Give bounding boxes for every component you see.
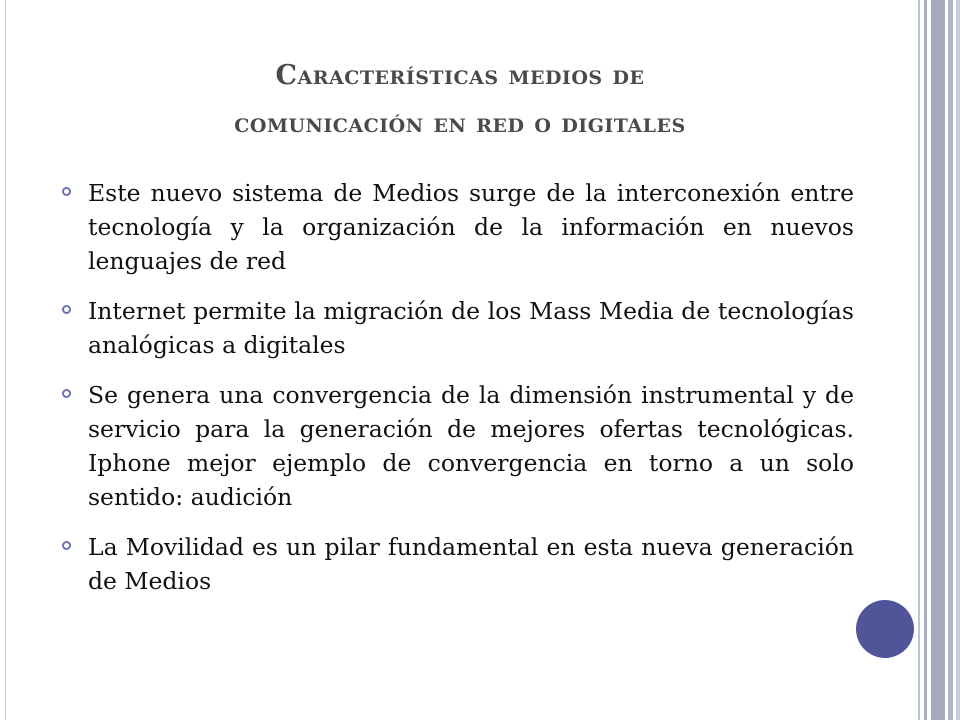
bullet-text: Se genera una convergencia de la dimensión instrumental y de servicio para la generación de mejores ofertas tecnológicas. Iphone mejor ejemplo de convergencia en torno a un solo sentido: audición <box>88 381 854 511</box>
bullet-item <box>62 176 854 278</box>
ring-bullet-icon <box>62 389 71 398</box>
ring-bullet-icon <box>62 541 71 550</box>
right-decor-bar <box>948 0 953 720</box>
bullet-text: La Movilidad es un pilar fundamental en esta nueva generación de Medios <box>88 533 854 595</box>
bullet-item <box>62 530 854 598</box>
right-decor-bar <box>931 0 945 720</box>
bullet-text: Este nuevo sistema de Medios surge de la interconexión entre tecnología y la organización de la información en nuevos lenguajes de red <box>88 179 854 275</box>
bullet-list-container <box>62 176 854 614</box>
bullet-item <box>62 378 854 514</box>
left-border-line <box>5 0 6 720</box>
right-decor-bar <box>924 0 927 720</box>
bullet-item <box>62 294 854 362</box>
slide-title-line: Características medios de <box>275 60 645 91</box>
bullet-text: Internet permite la migración de los Mass Media de tecnologías analógicas a digitales <box>88 297 854 359</box>
slide-title <box>60 52 860 148</box>
circle-decoration-icon <box>856 600 914 658</box>
right-decor-bar <box>918 0 920 720</box>
slide-title-line: comunicación en red o digitales <box>234 108 686 139</box>
bullet-list <box>62 176 854 598</box>
ring-bullet-icon <box>62 305 71 314</box>
ring-bullet-icon <box>62 187 71 196</box>
right-decor-bar <box>956 0 960 720</box>
